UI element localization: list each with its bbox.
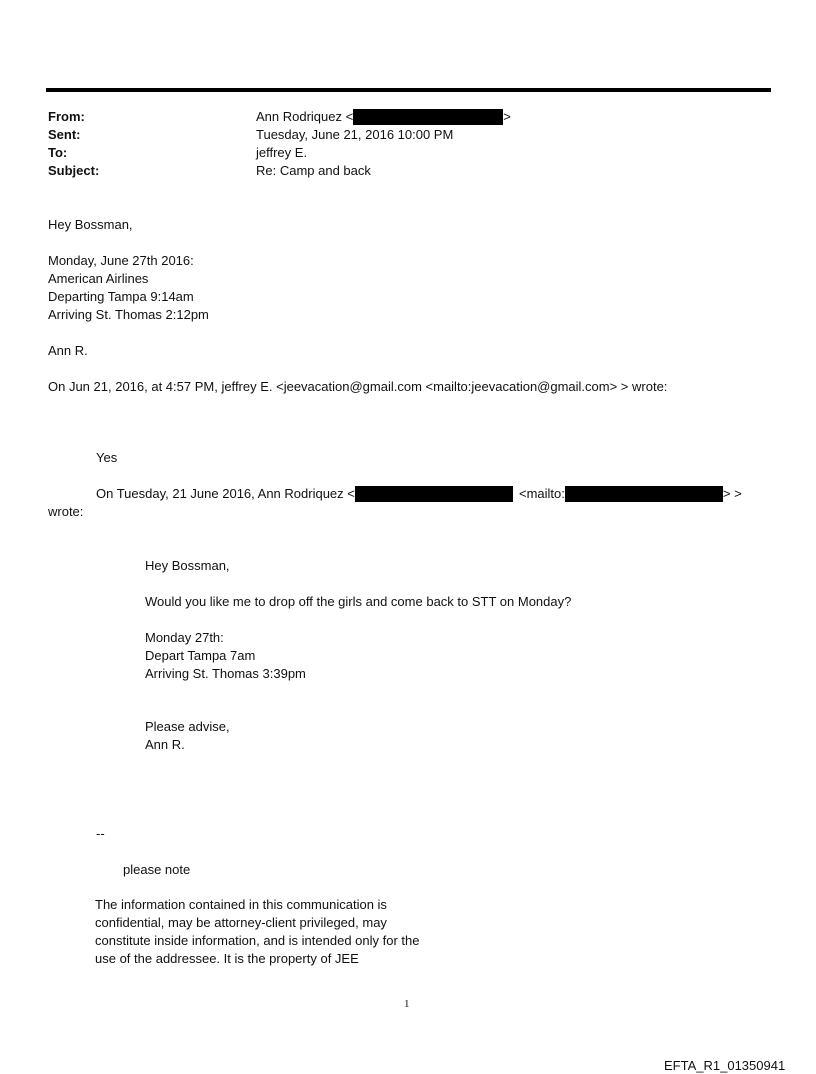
header-rule (46, 88, 771, 92)
reply-quote-header (96, 486, 513, 502)
inner-greeting: Hey Bossman, (145, 558, 230, 573)
subject-label: Subject: (48, 163, 100, 178)
body-line: Departing Tampa 9:14am (48, 289, 194, 304)
subject-value: Re: Camp and back (256, 163, 371, 178)
to-value: jeffrey E. (256, 145, 308, 160)
body-line: American Airlines (48, 271, 149, 286)
inner-question: Would you like me to drop off the girls and come back to STT on Monday? (145, 594, 572, 609)
redaction-box (355, 486, 513, 502)
quote-header: On Jun 21, 2016, at 4:57 PM, jeffrey E. <jeevacation@gmail.com <mailto:jeevacation@gmail.com> > wrote: (48, 379, 668, 394)
from-value (256, 109, 511, 125)
quote-suffix: > > (722, 486, 742, 501)
from-close: > (503, 109, 511, 124)
inner-line: Depart Tampa 7am (145, 648, 256, 663)
quote-wrote: wrote: (48, 504, 84, 519)
signature-dashes: -- (96, 826, 105, 841)
confidentiality-disclaimer: The information contained in this communication is confidential, may be attorney-client privileged, may constitute inside information, and is intended only for the use of the addressee. It is the property of JEE (95, 897, 420, 966)
body-line: Monday, June 27th 2016: (48, 253, 194, 268)
redaction-box (353, 109, 503, 125)
body-greeting: Hey Bossman, (48, 217, 133, 232)
body-signature: Ann R. (48, 343, 88, 358)
inner-advise: Please advise, (145, 719, 230, 734)
sent-label: Sent: (48, 127, 81, 142)
reply-text: Yes (96, 450, 118, 465)
document-id: EFTA_R1_01350941 (664, 1058, 786, 1073)
quote-mailto (519, 486, 742, 502)
please-note: please note (123, 862, 191, 877)
inner-signature: Ann R. (145, 737, 185, 752)
mailto-label: <mailto: (519, 486, 565, 501)
from-name: Ann Rodriquez < (256, 109, 354, 124)
sent-value: Tuesday, June 21, 2016 10:00 PM (256, 127, 454, 142)
from-label: From: (48, 109, 85, 124)
inner-line: Monday 27th: (145, 630, 224, 645)
inner-line: Arriving St. Thomas 3:39pm (145, 666, 306, 681)
page-number: 1 (404, 998, 410, 1010)
quote-prefix: On Tuesday, 21 June 2016, Ann Rodriquez < (96, 486, 355, 501)
body-line: Arriving St. Thomas 2:12pm (48, 307, 209, 322)
to-label: To: (48, 145, 68, 160)
redaction-box (565, 486, 723, 502)
